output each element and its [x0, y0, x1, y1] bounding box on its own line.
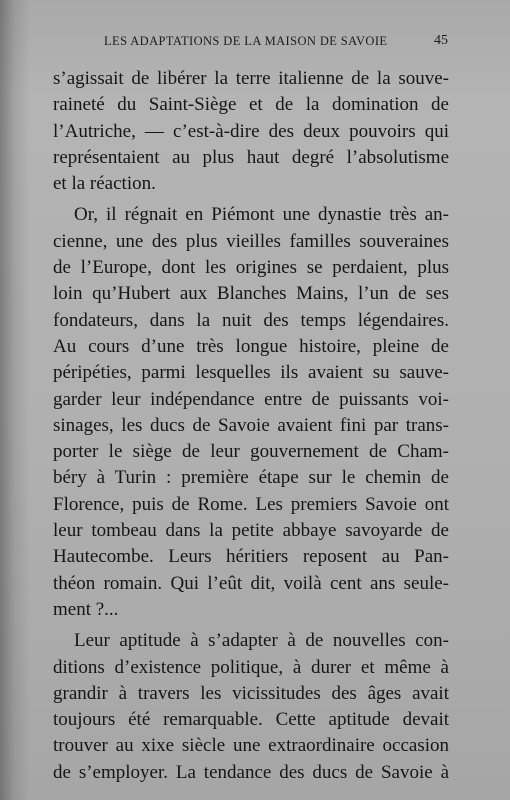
page-number: 45	[434, 33, 448, 48]
text-line: l’Autriche, — c’est-à-dire des deux pouvoirs qui	[53, 120, 449, 142]
text-line: Florence, puis de Rome. Les premiers Savoie ont	[53, 493, 449, 515]
text-line: Au cours d’une très longue histoire, pleine de	[53, 335, 449, 357]
text-line: toujours été remarquable. Cette aptitude devait	[53, 709, 449, 731]
text-line: trouver au xixe siècle une extraordinaire occasion	[53, 735, 449, 757]
text-line: et la réaction.	[53, 173, 156, 195]
text-line: garder leur indépendance entre de puissants voi-	[53, 388, 449, 410]
text-line: raineté du Saint-Siège et de la domination de	[53, 94, 449, 116]
text-line: de l’Europe, dont les origines se perdaient, plus	[53, 257, 449, 279]
body-text	[53, 66, 449, 786]
text-line: cienne, une des plus vieilles familles souveraines	[53, 230, 449, 252]
text-line: béry à Turin : première étape sur le chemin de	[53, 467, 449, 489]
text-line: théon romain. Qui l’eût dit, voilà cent ans seule-	[53, 572, 449, 594]
text-line: Hautecombe. Leurs héritiers reposent au Pan-	[53, 546, 449, 568]
text-line: de s’employer. La tendance des ducs de Savoie à	[53, 761, 449, 783]
paragraph-3	[53, 628, 449, 786]
text-line: Leur aptitude à s’adapter à de nouvelles con-	[74, 630, 449, 652]
text-line: ditions d’existence politique, à durer et même à	[53, 656, 449, 678]
running-head: LES ADAPTATIONS DE LA MAISON DE SAVOIE	[104, 34, 388, 48]
text-line: ment ?...	[53, 598, 119, 620]
text-line: sinages, les ducs de Savoie avaient fini par trans-	[53, 414, 449, 436]
text-line: loin qu’Hubert aux Blanches Mains, l’un de ses	[53, 283, 449, 305]
text-line: fondateurs, dans la nuit des temps légendaires.	[53, 309, 449, 331]
text-line: Or, il régnait en Piémont une dynastie très an-	[74, 204, 449, 226]
text-line: grandir à travers les vicissitudes des âges avait	[53, 682, 449, 704]
text-line: porter le siège de leur gouvernement de Cham-	[53, 441, 449, 463]
paragraph-2	[53, 202, 449, 623]
text-line: péripéties, parmi lesquelles ils avaient su sauve-	[53, 362, 449, 384]
paragraph-1	[53, 66, 449, 197]
text-line: s’agissait de libérer la terre italienne de la souve-	[53, 68, 449, 89]
text-line: leur tombeau dans la petite abbaye savoyarde de	[53, 520, 449, 542]
text-line: représentaient au plus haut degré l’absolutisme	[53, 146, 449, 168]
